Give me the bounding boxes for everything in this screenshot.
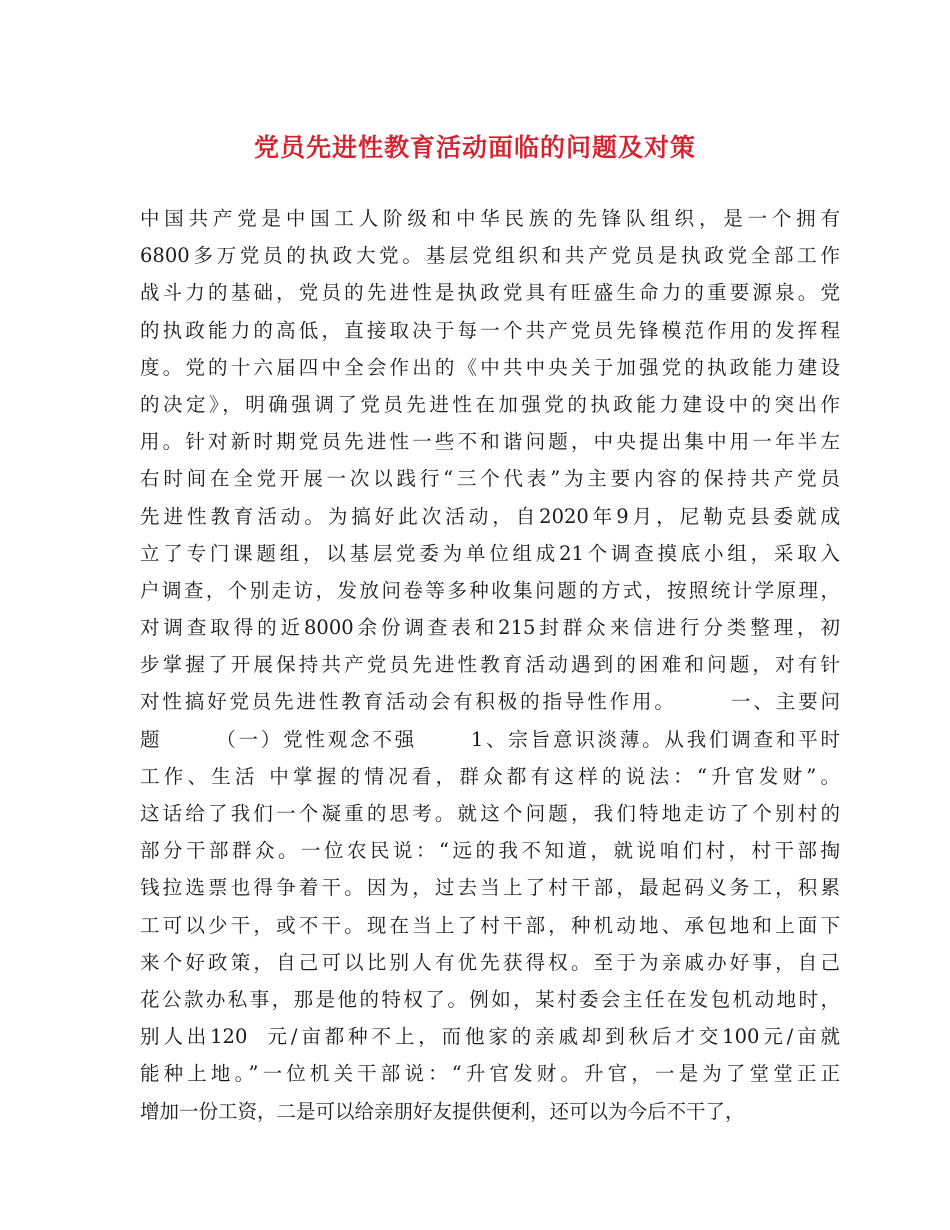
text-line: 的执政能力的高低，直接取决于每一个共产党员先锋模范作用的发挥程 xyxy=(140,318,840,342)
text-line: 部分干部群众。一位农民说：“远的我不知道，就说咱们村，村干部掏 xyxy=(140,839,840,863)
text-line: 中国共产党是中国工人阶级和中华民族的先锋队组织，是一个拥有 xyxy=(140,207,840,230)
text-line: 右时间在全党开展一次以践行“三个代表”为主要内容的保持共产党员 xyxy=(140,467,840,491)
text-line: 这话给了我们一个凝重的思考。就这个问题，我们特地走访了个别村的 xyxy=(140,802,840,825)
text-line: 6800多万党员的执政大党。基层党组织和共产党员是执政党全部工作 xyxy=(140,244,840,268)
text-line: 工可以少干，或不干。现在当上了村干部，种机动地、承包地和上面下 xyxy=(140,913,840,937)
text-line: 用。针对新时期党员先进性一些不和谐问题，中央提出集中用一年半左 xyxy=(140,430,840,454)
text-line: 增加一份工资，二是可以给亲朋好友提供便利，还可以为今后不干了， xyxy=(140,1099,745,1123)
text-line: 步掌握了开展保持共产党员先进性教育活动遇到的困难和问题，对有针 xyxy=(140,653,840,677)
text-line: 钱拉选票也得争着干。因为，过去当上了村干部，最起码义务工，积累 xyxy=(140,876,840,900)
text-line: 立了专门课题组，以基层党委为单位组成21个调查摸底小组，采取入 xyxy=(140,541,840,565)
text-line: 花公款办私事，那是他的特权了。例如，某村委会主任在发包机动地时， xyxy=(140,987,840,1011)
text-line: 战斗力的基础，党员的先进性是执政党具有旺盛生命力的重要源泉。党 xyxy=(140,281,840,305)
text-line: 别人出120 元/亩都种不上，而他家的亲戚却到秋后才交100元/亩就 xyxy=(140,1025,840,1049)
text-line: 工作、生活 中掌握的情况看，群众都有这样的说法：“升官发财”。 xyxy=(140,764,840,788)
text-line: 来个好政策，自己可以比别人有优先获得权。至于为亲戚办好事，自己 xyxy=(140,950,840,974)
text-line: 对性搞好党员先进性教育活动会有积极的指导性作用。 一、主要问 xyxy=(140,690,840,714)
text-line: 对调查取得的近8000余份调查表和215封群众来信进行分类整理，初 xyxy=(140,616,840,640)
text-line: 的决定》，明确强调了党员先进性在加强党的执政能力建设中的突出作 xyxy=(140,392,840,416)
text-line: 户调查，个别走访，发放问卷等多种收集问题的方式，按照统计学原理， xyxy=(140,578,840,602)
document-title: 党员先进性教育活动面临的问题及对策 xyxy=(253,133,696,162)
document-body xyxy=(140,200,840,1130)
text-line: 题 （一）党性观念不强 1、宗旨意识淡薄。从我们调查和平时 xyxy=(140,727,840,751)
text-line: 先进性教育活动。为搞好此次活动，自2020年9月，尼勒克县委就成 xyxy=(140,504,840,528)
text-line: 度。党的十六届四中全会作出的《中共中央关于加强党的执政能力建设 xyxy=(140,355,840,379)
text-line: 能种上地。”一位机关干部说：“升官发财。升官，一是为了堂堂正正 xyxy=(140,1062,840,1086)
